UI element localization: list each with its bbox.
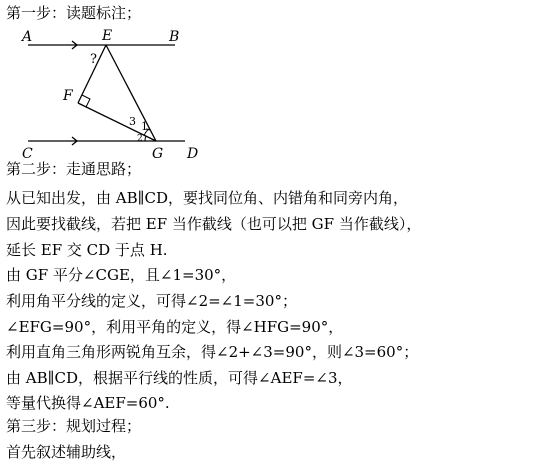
geometry-figure (20, 27, 220, 162)
angle-2-arc (145, 136, 146, 141)
step3-heading: 第三步：规划过程； (6, 417, 142, 435)
label-angle-1: 1 (141, 120, 148, 133)
label-f: F (63, 88, 73, 104)
reasoning-line-8: 由 AB∥CD，根据平行线的性质，可得∠AEF=∠3， (6, 369, 353, 387)
label-b: B (169, 29, 180, 45)
label-a: A (22, 29, 33, 45)
reasoning-line-3: 延长 EF 交 CD 于点 H. (6, 241, 168, 259)
label-g: G (152, 146, 164, 162)
label-angle-2: 2 (137, 134, 143, 144)
reasoning-line-1: 从已知出发，由 AB∥CD，要找同位角、内错角和同旁内角， (6, 189, 409, 207)
step2-heading: 第二步：走通思路； (6, 160, 142, 178)
label-question: ? (90, 52, 97, 67)
step1-heading: 第一步：读题标注； (6, 4, 142, 22)
label-c: C (22, 146, 33, 162)
label-d: D (187, 146, 199, 162)
reasoning-line-6: ∠EFG=90°，利用平角的定义，得∠HFG=90°， (6, 318, 344, 336)
label-e: E (102, 28, 113, 44)
reasoning-line-5: 利用角平分线的定义，可得∠2=∠1=30°； (6, 292, 297, 310)
reasoning-line-2: 因此要找截线，若把 EF 当作截线（也可以把 GF 当作截线）， (6, 215, 422, 233)
reasoning-line-9: 等量代换得∠AEF=60°. (6, 394, 170, 412)
final-line: 首先叙述辅助线， (6, 443, 127, 461)
label-angle-3: 3 (129, 115, 136, 128)
reasoning-line-7: 利用直角三角形两锐角互余，得∠2+∠3=90°，则∠3=60°； (6, 343, 419, 361)
reasoning-line-4: 由 GF 平分∠CGE，且∠1=30°， (6, 266, 237, 284)
